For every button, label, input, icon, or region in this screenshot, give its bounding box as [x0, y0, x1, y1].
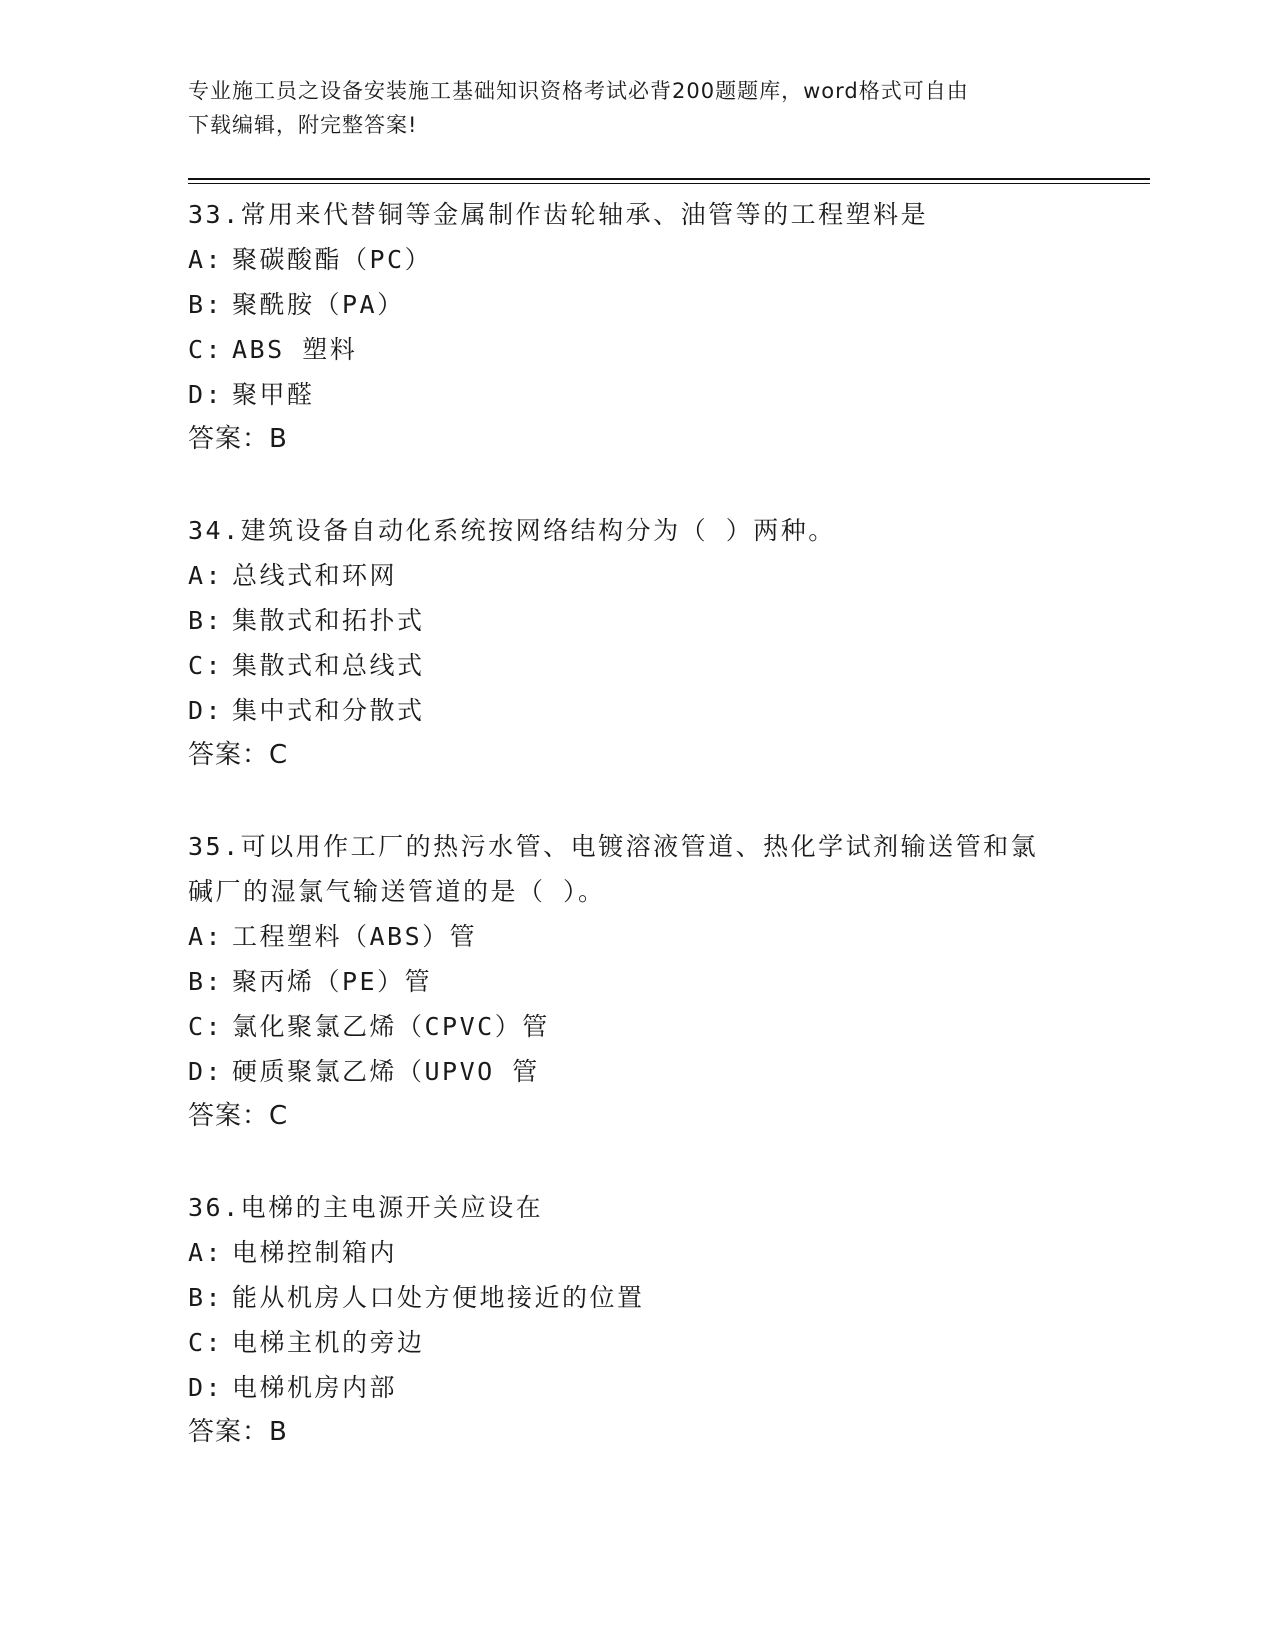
option-text: 聚酰胺（PA） — [232, 290, 405, 319]
option-text: 电梯主机的旁边 — [232, 1328, 425, 1357]
option-d — [188, 1049, 1088, 1094]
question-item — [188, 192, 1088, 462]
question-list — [188, 192, 1088, 1501]
question-stem-line-1: 35.可以用作工厂的热污水管、电镀溶液管道、热化学试剂输送管和氯 — [188, 832, 1039, 861]
option-c — [188, 1320, 1088, 1365]
option-key: D: — [188, 696, 224, 725]
option-key: D: — [188, 1057, 224, 1086]
option-key: B: — [188, 1283, 224, 1312]
option-a — [188, 237, 1088, 282]
answer-label: 答案： — [188, 424, 270, 454]
answer-value: B — [269, 1417, 287, 1447]
option-key: D: — [188, 380, 224, 409]
option-key: C: — [188, 1328, 224, 1357]
option-text: 集散式和拓扑式 — [232, 606, 425, 635]
option-d — [188, 372, 1088, 417]
option-text: 总线式和环网 — [232, 561, 398, 590]
option-b — [188, 282, 1088, 327]
question-stem: 34.建筑设备自动化系统按网络结构分为（ ）两种。 — [188, 516, 836, 545]
option-a — [188, 553, 1088, 598]
option-text: ABS 塑料 — [232, 335, 358, 364]
answer-line — [188, 1410, 1088, 1455]
option-text: 集散式和总线式 — [232, 651, 425, 680]
option-a — [188, 914, 1088, 959]
option-d — [188, 688, 1088, 733]
option-b — [188, 598, 1088, 643]
question-item — [188, 1185, 1088, 1455]
answer-value: B — [269, 424, 287, 454]
option-d — [188, 1365, 1088, 1410]
option-key: A: — [188, 1238, 224, 1267]
option-key: C: — [188, 1012, 224, 1041]
answer-label: 答案： — [188, 740, 270, 770]
option-b — [188, 1275, 1088, 1320]
answer-value: C — [269, 740, 288, 770]
answer-line — [188, 417, 1088, 462]
option-text: 工程塑料（ABS）管 — [232, 922, 478, 951]
option-key: C: — [188, 335, 224, 364]
option-text: 聚丙烯（PE）管 — [232, 967, 433, 996]
header-line-1: 专业施工员之设备安装施工基础知识资格考试必背200题题库，word格式可自由 — [188, 79, 969, 103]
option-key: A: — [188, 245, 224, 274]
option-key: D: — [188, 1373, 224, 1402]
question-item — [188, 508, 1088, 778]
option-a — [188, 1230, 1088, 1275]
option-text: 氯化聚氯乙烯（CPVC）管 — [232, 1012, 550, 1041]
question-stem: 33.常用来代替铜等金属制作齿轮轴承、油管等的工程塑料是 — [188, 200, 929, 229]
answer-label: 答案： — [188, 1101, 270, 1131]
option-key: B: — [188, 290, 224, 319]
header-divider-thick — [188, 178, 1150, 180]
document-header — [188, 74, 1088, 142]
option-b — [188, 959, 1088, 1004]
question-item — [188, 824, 1088, 1139]
answer-line — [188, 1094, 1088, 1139]
header-line-2: 下载编辑，附完整答案! — [188, 113, 418, 137]
option-c — [188, 643, 1088, 688]
option-key: A: — [188, 922, 224, 951]
option-key: B: — [188, 606, 224, 635]
option-text: 聚甲醛 — [232, 380, 315, 409]
header-divider-thin — [188, 183, 1150, 184]
option-text: 硬质聚氯乙烯（UPVO 管 — [232, 1057, 540, 1086]
option-key: A: — [188, 561, 224, 590]
option-text: 集中式和分散式 — [232, 696, 425, 725]
option-key: C: — [188, 651, 224, 680]
option-c — [188, 1004, 1088, 1049]
question-stem-line-2: 碱厂的湿氯气输送管道的是（ ）。 — [188, 877, 606, 906]
answer-label: 答案： — [188, 1417, 270, 1447]
option-text: 能从机房人口处方便地接近的位置 — [232, 1283, 645, 1312]
option-key: B: — [188, 967, 224, 996]
option-text: 电梯机房内部 — [232, 1373, 398, 1402]
answer-value: C — [269, 1101, 288, 1131]
option-text: 电梯控制箱内 — [232, 1238, 398, 1267]
answer-line — [188, 733, 1088, 778]
option-c — [188, 327, 1088, 372]
option-text: 聚碳酸酯（PC） — [232, 245, 433, 274]
question-stem: 36.电梯的主电源开关应设在 — [188, 1193, 544, 1222]
